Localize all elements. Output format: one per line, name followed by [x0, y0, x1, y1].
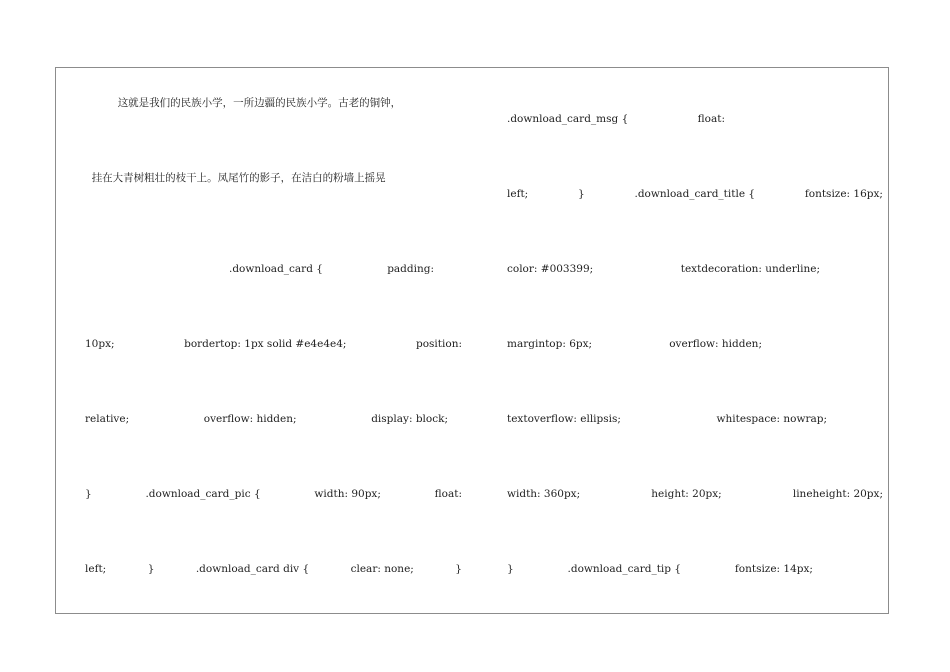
- code-token: display: block;: [371, 413, 448, 425]
- code-token: left;: [507, 188, 529, 200]
- code-token: width: 360px;: [507, 488, 581, 500]
- paragraph-line-2: [85, 154, 462, 184]
- code-token: float:: [434, 488, 462, 500]
- code-token: 10px;: [85, 338, 115, 350]
- code-token: }: [85, 488, 92, 500]
- code-token: left;: [85, 563, 107, 575]
- code-token: padding:: [387, 263, 434, 275]
- code-token: float:: [697, 113, 725, 125]
- paragraph-text: 挂在大青树粗壮的枝干上。凤尾竹的影子，在洁白的粉墙上摇晃: [91, 172, 386, 184]
- code-token: .download_card {: [229, 263, 323, 275]
- code-token: whitespace: nowrap;: [716, 413, 827, 425]
- code-token: }: [455, 563, 462, 575]
- code-line-6-left: [85, 454, 462, 500]
- code-token: .download_card_pic {: [145, 488, 261, 500]
- code-token: overflow: hidden;: [669, 338, 762, 350]
- code-token: textdecoration: underline;: [680, 263, 820, 275]
- code-line-6-right: [507, 454, 883, 500]
- paragraph-line-1: [85, 79, 488, 109]
- code-token: }: [147, 563, 155, 575]
- code-line-2-right: [507, 154, 883, 200]
- code-token: relative;: [85, 413, 130, 425]
- code-line-4-right: [507, 304, 762, 350]
- code-token: }: [578, 188, 585, 200]
- code-line-7-right: [507, 529, 813, 575]
- code-line-7-left: [85, 529, 462, 575]
- code-token: width: 90px;: [314, 488, 381, 500]
- code-token: height: 20px;: [651, 488, 722, 500]
- code-line-4-left: [85, 304, 462, 350]
- code-token: position:: [416, 338, 462, 350]
- code-token: }: [507, 563, 514, 575]
- code-token: .download_card_tip {: [567, 563, 682, 575]
- code-token: .download_card div {: [195, 563, 310, 575]
- code-token: .download_card_title {: [634, 188, 756, 200]
- code-line-5-left: [85, 379, 448, 425]
- code-token: overflow: hidden;: [203, 413, 297, 425]
- code-line-3-left: [229, 229, 434, 275]
- code-line-5-right: [507, 379, 827, 425]
- code-line-3-right: [507, 229, 820, 275]
- code-token: color: #003399;: [507, 263, 594, 275]
- code-line-1-right: [507, 79, 725, 125]
- code-token: fontsize: 14px;: [734, 563, 813, 575]
- code-token: bordertop: 1px solid #e4e4e4;: [184, 338, 347, 350]
- paragraph-text: 这就是我们的民族小学，一所边疆的民族小学。古老的铜钟，: [117, 97, 402, 109]
- code-token: clear: none;: [350, 563, 414, 575]
- code-token: textoverflow: ellipsis;: [507, 413, 621, 425]
- code-token: lineheight: 20px;: [792, 488, 883, 500]
- code-token: .download_card_msg {: [507, 113, 629, 125]
- code-token: fontsize: 16px;: [804, 188, 883, 200]
- code-token: margintop: 6px;: [507, 338, 593, 350]
